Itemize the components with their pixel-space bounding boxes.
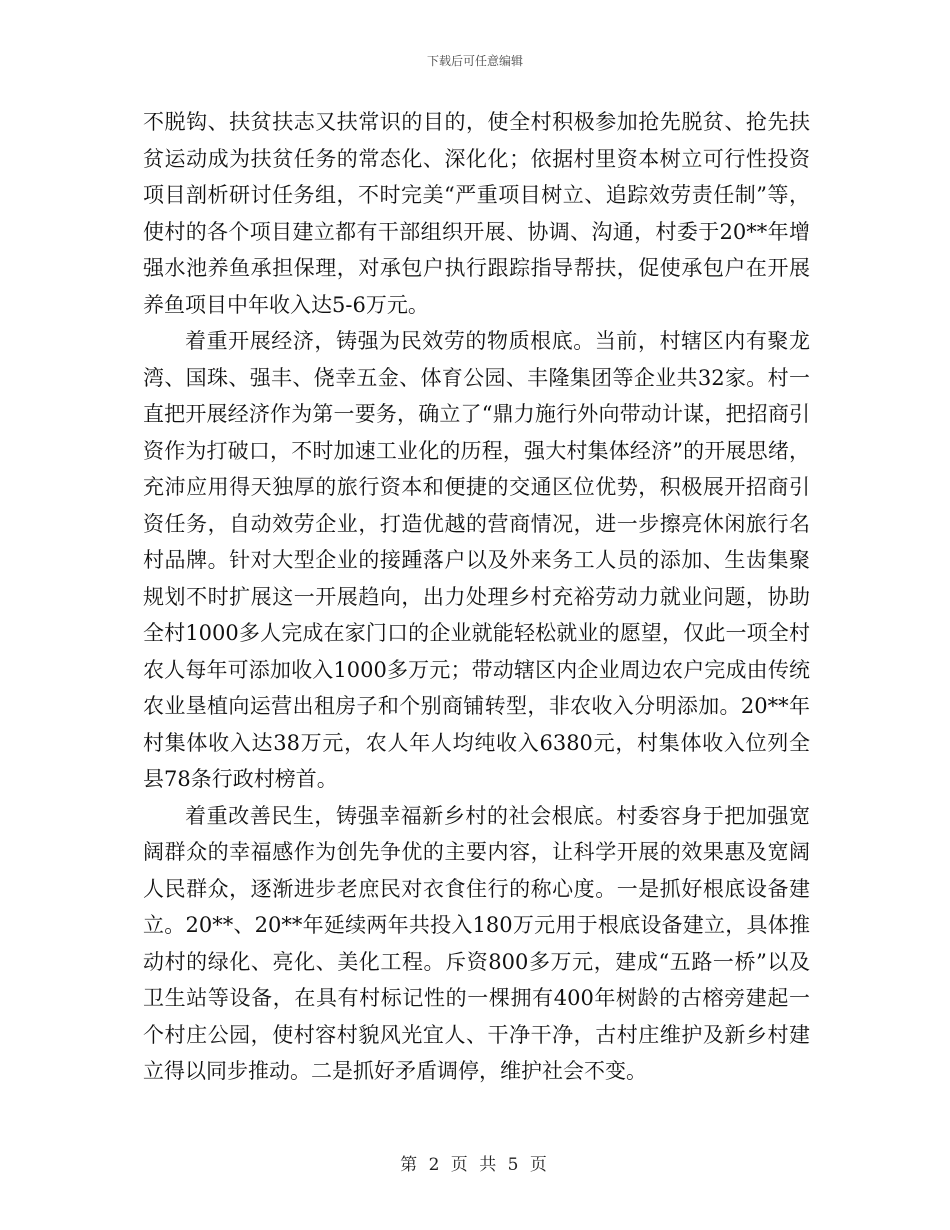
document-body <box>143 104 810 1090</box>
paragraph-livelihood: 着重改善民生，铸强幸福新乡村的社会根底。村委容身于把加强宽阔群众的幸福感作为创先争优的主要内容，让科学开展的效果惠及宽阔人民群众，逐渐进步老庶民对衣食住行的称心度。一是抓好根底设备建立。20**、20**年延续两年共投入180万元用于根底设备建立，具体推动村的绿化、亮化、美化工程。斥资800多万元，建成“五路一桥”以及卫生站等设备，在具有村标记性的一棵拥有400年树龄的古榕旁建起一个村庄公园，使村容村貌风光宜人、干净干净，古村庄维护及新乡村建立得以同步推动。二是抓好矛盾调停，维护社会不变。 <box>143 803 810 1083</box>
paragraph-continued: 不脱钩、扶贫扶志又扶常识的目的，使全村积极参加抢先脱贫、抢先扶贫运动成为扶贫任务的常态化、深化化；依据村里资本树立可行性投资项目剖析研讨任务组，不时完美“严重项目树立、追踪效劳责任制”等，使村的各个项目建立都有干部组织开展、协调、沟通，村委于20**年增强水池养鱼承担保理，对承包户执行跟踪指导帮扶，促使承包户在开展养鱼项目中年收入达5-6万元。 <box>143 110 810 317</box>
page-number-footer: 第 2 页 共 5 页 <box>400 1155 550 1175</box>
paragraph-economy: 着重开展经济，铸强为民效劳的物质根底。当前，村辖区内有聚龙湾、国珠、强丰、侥幸五金、体育公园、丰隆集团等企业共32家。村一直把开展经济作为第一要务，确立了“鼎力施行外向带动计谋，把招商引资作为打破口，不时加速工业化的历程，强大村集体经济”的开展思绪，充沛应用得天独厚的旅行资本和便捷的交通区位优势，积极展开招商引资任务，自动效劳企业，打造优越的营商情况，进一步擦亮休闲旅行名村品牌。针对大型企业的接踵落户以及外来务工人员的添加、生齿集聚规划不时扩展这一开展趋向，出力处理乡村充裕劳动力就业问题，协助全村1000多人完成在家门口的企业就能轻松就业的愿望，仅此一项全村农人每年可添加收入1000多万元；带动辖区内企业周边农户完成由传统农业垦植向运营出租房子和个别商铺转型，非农收入分明添加。20**年村集体收入达38万元，农人年人均纯收入6380元，村集体收入位列全县78条行政村榜首。 <box>143 329 810 791</box>
page-header-note: 下载后可任意编辑 <box>426 54 523 68</box>
